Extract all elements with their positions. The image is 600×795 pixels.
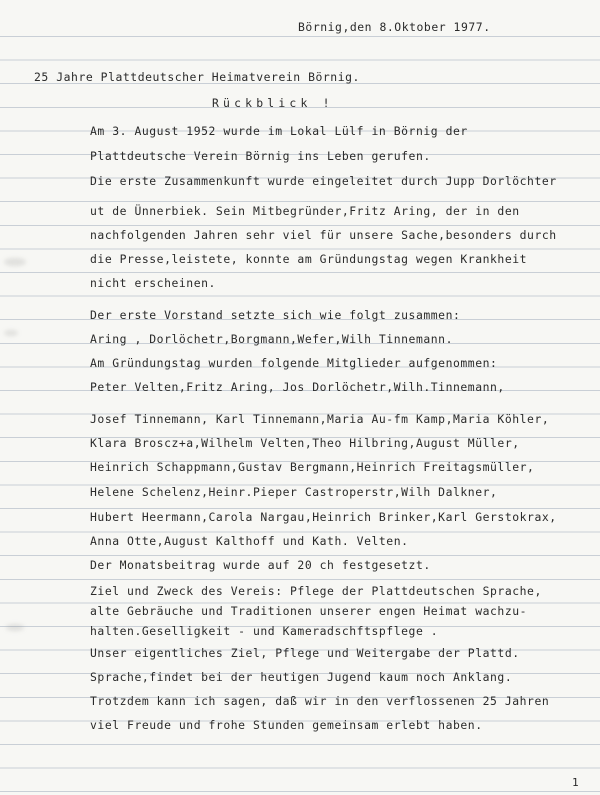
- body-line: Am 3. August 1952 wurde im Lokal Lülf in Börnig der: [90, 124, 468, 138]
- body-line: Die erste Zusammenkunft wurde eingeleitet durch Jupp Dorlöchter: [90, 174, 557, 188]
- body-line: Plattdeutsche Verein Börnig ins Leben gerufen.: [90, 149, 431, 163]
- scan-smudge: [4, 258, 26, 266]
- body-line: Josef Tinnemann, Karl Tinnemann,Maria Au-fm Kamp,Maria Köhler,: [90, 412, 550, 426]
- page-number: 1: [572, 776, 580, 789]
- letter-date: Börnig,den 8.Oktober 1977.: [298, 20, 491, 34]
- body-line: ut de Ünnerbiek. Sein Mitbegründer,Fritz Aring, der in den: [90, 204, 520, 218]
- body-line: alte Gebräuche und Traditionen unserer engen Heimat wachzu-: [90, 604, 528, 618]
- body-line: Unser eigentliches Ziel, Pflege und Weitergabe der Plattd.: [90, 646, 520, 660]
- body-line: Aring , Dorlöchetr,Borgmann,Wefer,Wilh Tinnemann.: [90, 332, 453, 346]
- body-line: Sprache,findet bei der heutigen Jugend kaum noch Anklang.: [90, 670, 513, 684]
- body-line: nachfolgenden Jahren sehr viel für unsere Sache,besonders durch: [90, 228, 557, 242]
- scan-smudge: [6, 624, 24, 631]
- body-line: Der Monatsbeitrag wurde auf 20 ch festgesetzt.: [90, 558, 431, 572]
- body-line: Peter Velten,Fritz Aring, Jos Dorlöchetr,Wilh.Tinnemann,: [90, 380, 505, 394]
- body-line: viel Freude und frohe Stunden gemeinsam erlebt haben.: [90, 718, 483, 732]
- document-title: 25 Jahre Plattdeutscher Heimatverein Börnig.: [34, 70, 360, 84]
- body-line: Am Gründungstag wurden folgende Mitglieder aufgenommen:: [90, 356, 498, 370]
- body-line: Heinrich Schappmann,Gustav Bergmann,Heinrich Freitagsmüller,: [90, 460, 535, 474]
- body-line: halten.Geselligkeit - und Kameradschftspflege .: [90, 624, 439, 638]
- body-line: Anna Otte,August Kalthoff und Kath. Velten.: [90, 534, 409, 548]
- body-line: nicht erscheinen.: [90, 276, 216, 290]
- scan-smudge: [4, 330, 18, 336]
- body-line: Der erste Vorstand setzte sich wie folgt zusammen:: [90, 308, 461, 322]
- body-line: Hubert Heermann,Carola Nargau,Heinrich Brinker,Karl Gerstokrax,: [90, 510, 557, 524]
- body-line: Ziel und Zweck des Vereis: Pflege der Plattdeutschen Sprache,: [90, 584, 542, 598]
- body-line: Klara Broscz+a,Wilhelm Velten,Theo Hilbring,August Müller,: [90, 436, 520, 450]
- body-line: die Presse,leistete, konnte am Gründungstag wegen Krankheit: [90, 252, 528, 266]
- section-heading: Rückblick !: [212, 96, 334, 110]
- body-line: Trotzdem kann ich sagen, daß wir in den verflossenen 25 Jahren: [90, 694, 550, 708]
- body-line: Helene Schelenz,Heinr.Pieper Castroperstr,Wilh Dalkner,: [90, 485, 498, 499]
